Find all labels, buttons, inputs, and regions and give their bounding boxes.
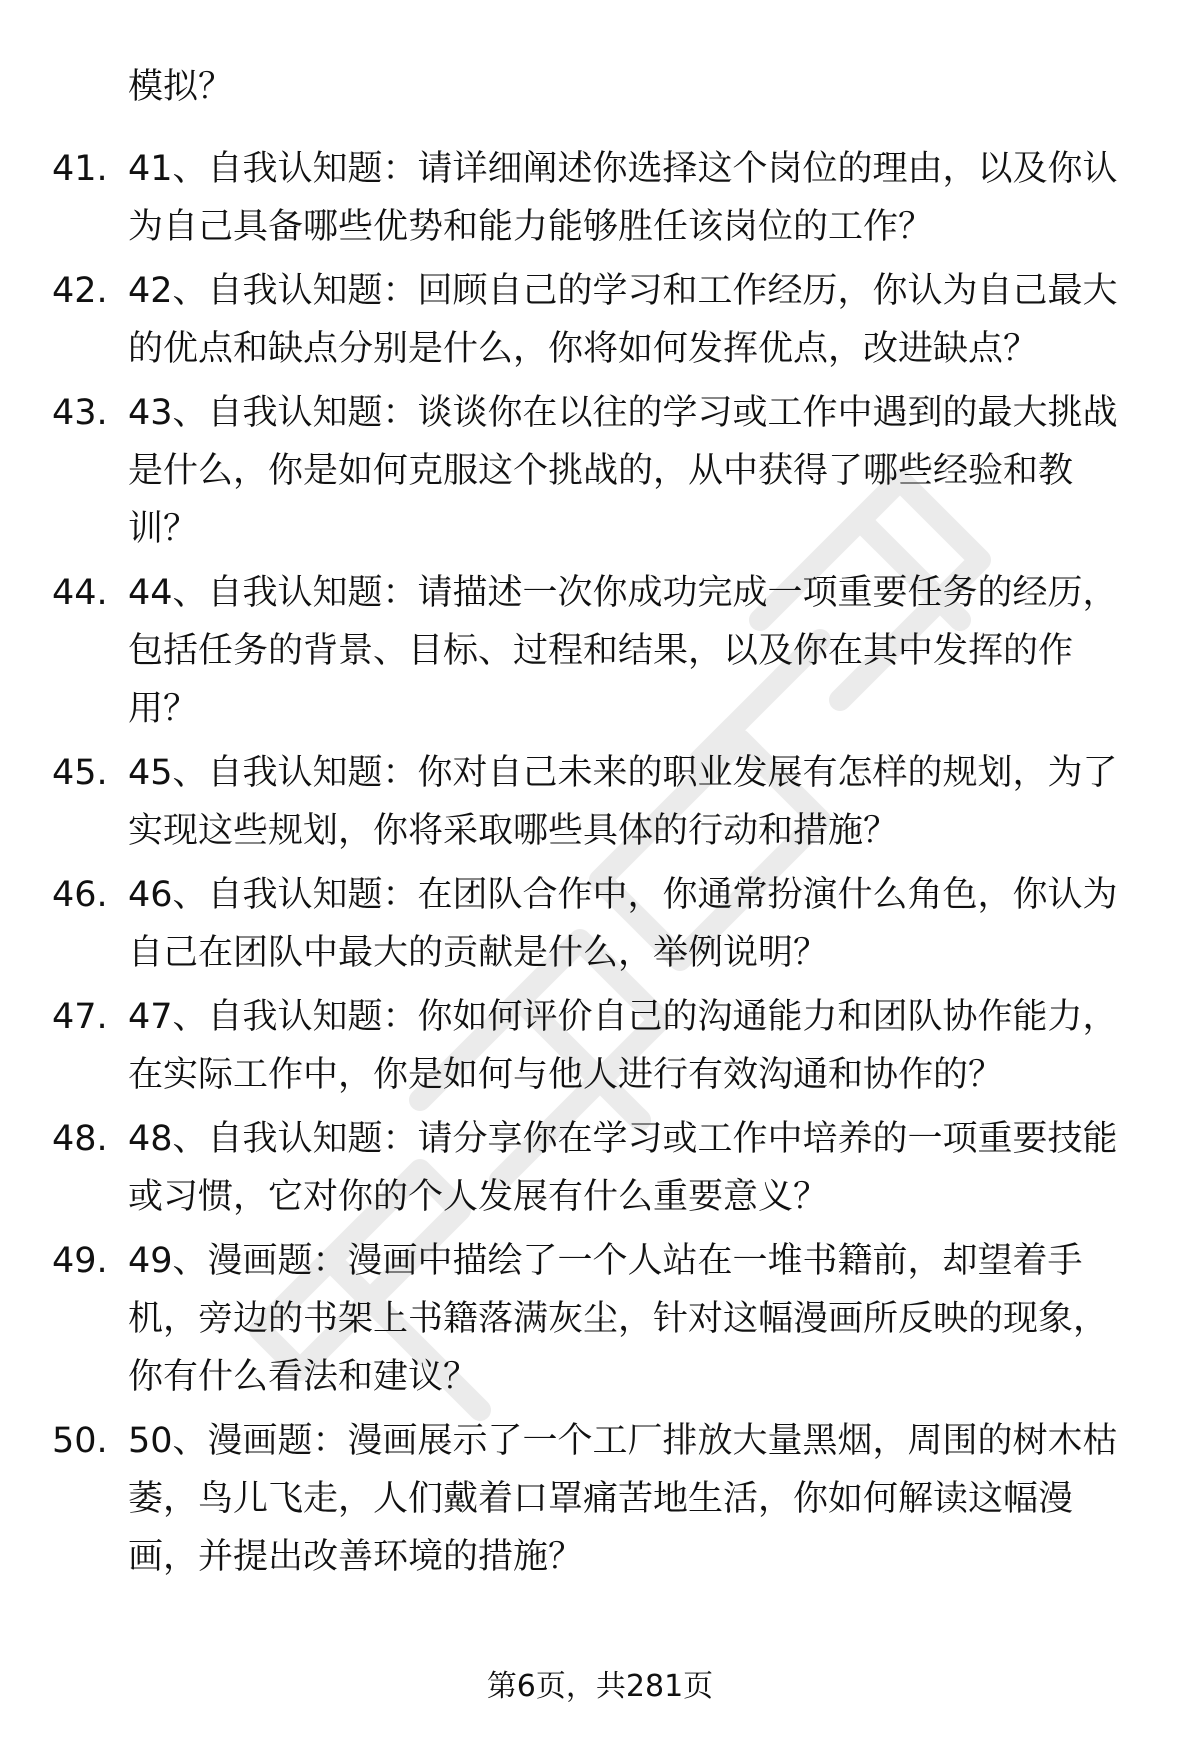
question-number: 50. xyxy=(52,1421,108,1461)
question-text: 45、自我认知题：你对自己未来的职业发展有怎样的规划，为了实现这些规划，你将采取哪些具体的行动和措施？ xyxy=(128,753,1118,851)
question-text: 42、自我认知题：回顾自己的学习和工作经历，你认为自己最大的优点和缺点分别是什么，你将如何发挥优点，改进缺点？ xyxy=(128,271,1118,369)
question-text: 50、漫画题：漫画展示了一个工厂排放大量黑烟，周围的树木枯萎，鸟儿飞走，人们戴着口罩痛苦地生活，你如何解读这幅漫画，并提出改善环境的措施？ xyxy=(128,1421,1118,1577)
question-number: 42. xyxy=(52,271,108,311)
question-number: 48. xyxy=(52,1119,108,1159)
continuation-text: 模拟？ xyxy=(128,67,234,107)
question-number: 46. xyxy=(52,875,108,915)
question-item-50 xyxy=(52,1412,1162,1586)
question-item-46 xyxy=(52,866,1162,982)
question-item-45 xyxy=(52,744,1162,860)
question-text: 49、漫画题：漫画中描绘了一个人站在一堆书籍前，却望着手机，旁边的书架上书籍落满灰尘，针对这幅漫画所反映的现象，你有什么看法和建议？ xyxy=(128,1241,1109,1397)
question-item-44 xyxy=(52,564,1162,738)
question-text: 46、自我认知题：在团队合作中，你通常扮演什么角色，你认为自己在团队中最大的贡献是什么，举例说明？ xyxy=(128,875,1118,973)
question-text: 48、自我认知题：请分享你在学习或工作中培养的一项重要技能或习惯，它对你的个人发展有什么重要意义？ xyxy=(128,1119,1118,1217)
question-item-48 xyxy=(52,1110,1162,1226)
question-item-43 xyxy=(52,384,1162,558)
question-number: 47. xyxy=(52,997,108,1037)
question-number: 44. xyxy=(52,573,108,613)
question-item-41 xyxy=(52,140,1162,256)
question-item-47 xyxy=(52,988,1162,1104)
question-text: 43、自我认知题：谈谈你在以往的学习或工作中遇到的最大挑战是什么，你是如何克服这个挑战的，从中获得了哪些经验和教训？ xyxy=(128,393,1118,549)
question-number: 41. xyxy=(52,149,108,189)
page-footer: 第6页，共281页 xyxy=(486,1669,714,1704)
question-number: 43. xyxy=(52,393,108,433)
question-number: 45. xyxy=(52,753,108,793)
question-number: 49. xyxy=(52,1241,108,1281)
question-text: 44、自我认知题：请描述一次你成功完成一项重要任务的经历，包括任务的背景、目标、过程和结果，以及你在其中发挥的作用？ xyxy=(128,573,1118,729)
question-item-42 xyxy=(52,262,1162,378)
question-text: 47、自我认知题：你如何评价自己的沟通能力和团队协作能力，在实际工作中，你是如何与他人进行有效沟通和协作的？ xyxy=(128,997,1118,1095)
question-item-49 xyxy=(52,1232,1162,1406)
question-text: 41、自我认知题：请详细阐述你选择这个岗位的理由，以及你认为自己具备哪些优势和能力能够胜任该岗位的工作？ xyxy=(128,149,1118,247)
